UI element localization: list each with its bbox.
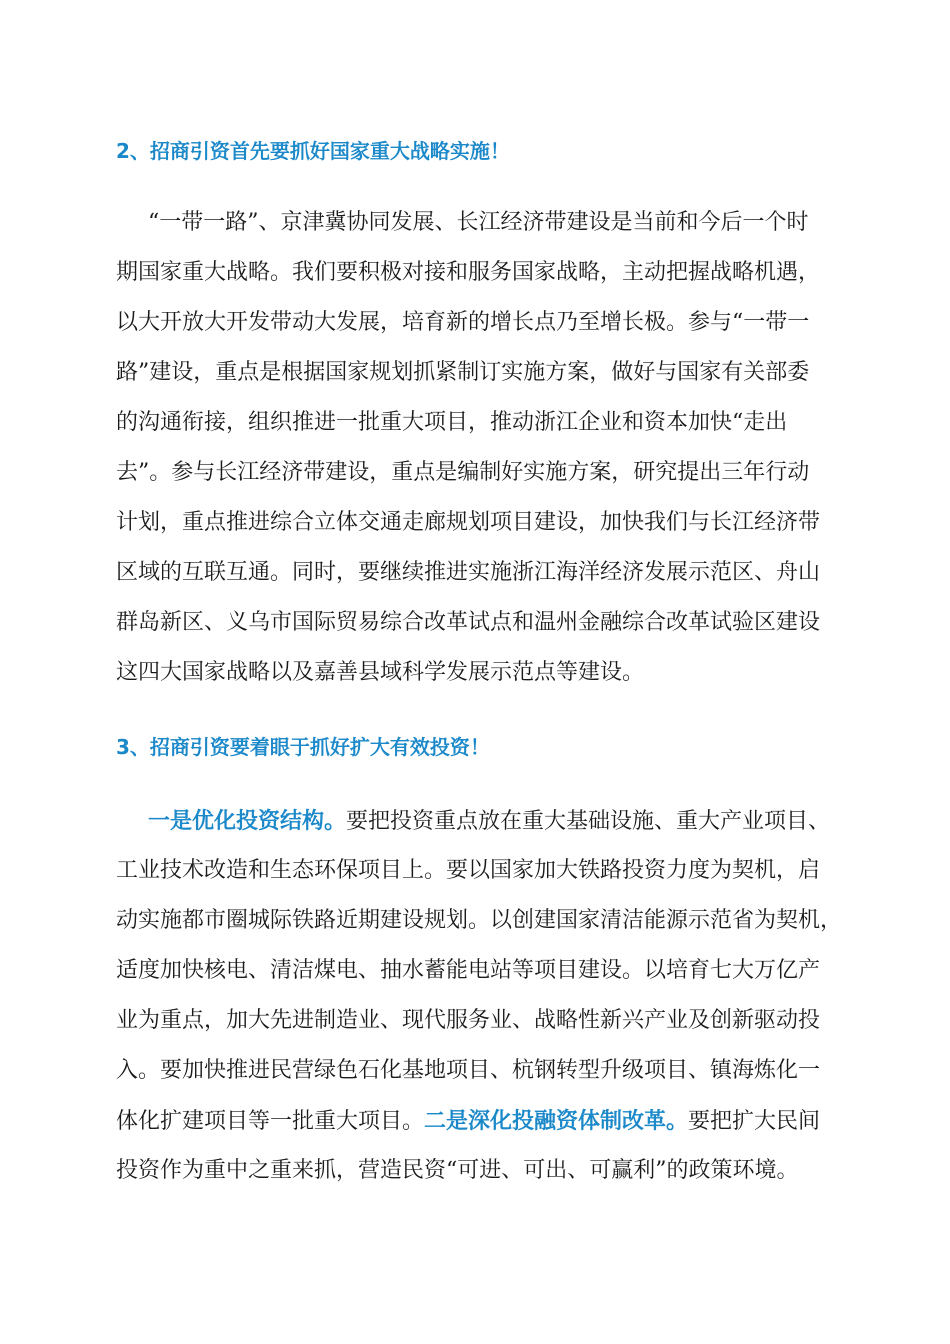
paragraph-line: 计划，重点推进综合立体交通走廊规划项目建设，加快我们与长江经济带 bbox=[116, 510, 821, 535]
highlight-deepen-reform: 二是深化投融资体制改革。 bbox=[424, 1108, 689, 1134]
paragraph-line: 这四大国家战略以及嘉善县域科学发展示范点等建设。 bbox=[116, 660, 645, 685]
paragraph-line: 路”建设，重点是根据国家规划抓紧制订实施方案，做好与国家有关部委 bbox=[116, 360, 810, 385]
paragraph-effective-investment bbox=[116, 796, 856, 1196]
paragraph-line: 投资作为重中之重来抓，营造民资“可进、可出、可赢利”的政策环境。 bbox=[116, 1158, 799, 1183]
paragraph-text: 要把投资重点放在重大基础设施、重大产业项目、 bbox=[346, 809, 831, 834]
paragraph-line bbox=[116, 796, 856, 846]
paragraph-text: 体化扩建项目等一批重大项目。 bbox=[116, 1109, 425, 1134]
paragraph-line: 去”。参与长江经济带建设，重点是编制好实施方案，研究提出三年行动 bbox=[116, 460, 810, 485]
paragraph-line: 群岛新区、义乌市国际贸易综合改革试点和温州金融综合改革试验区建设 bbox=[116, 610, 821, 635]
paragraph-line: 入。要加快推进民营绿色石化基地项目、杭钢转型升级项目、镇海炼化一 bbox=[116, 1058, 821, 1083]
highlight-optimize-structure: 一是优化投资结构。 bbox=[148, 808, 347, 834]
paragraph-line: 适度加快核电、清洁煤电、抽水蓄能电站等项目建设。以培育七大万亿产 bbox=[116, 958, 821, 983]
paragraph-line: 业为重点，加大先进制造业、现代服务业、战略性新兴产业及创新驱动投 bbox=[116, 1008, 821, 1033]
paragraph-line: 工业技术改造和生态环保项目上。要以国家加大铁路投资力度为契机，启 bbox=[116, 858, 821, 883]
paragraph-line: 动实施都市圈城际铁路近期建设规划。以创建国家清洁能源示范省为契机， bbox=[116, 908, 843, 933]
paragraph-text: 要把扩大民间 bbox=[688, 1109, 821, 1134]
paragraph-national-strategy bbox=[116, 198, 856, 698]
paragraph-line: 期国家重大战略。我们要积极对接和服务国家战略，主动把握战略机遇， bbox=[116, 260, 821, 285]
paragraph-line bbox=[116, 1096, 856, 1146]
paragraph-line: “一带一路”、京津冀协同发展、长江经济带建设是当前和今后一个时 bbox=[148, 210, 809, 235]
paragraph-line: 的沟通衔接，组织推进一批重大项目，推动浙江企业和资本加快“走出 bbox=[116, 410, 788, 435]
section-heading-2: 2、招商引资首先要抓好国家重大战略实施！ bbox=[116, 139, 510, 163]
paragraph-line: 区域的互联互通。同时，要继续推进实施浙江海洋经济发展示范区、舟山 bbox=[116, 560, 821, 585]
paragraph-line: 以大开放大开发带动大发展，培育新的增长点乃至增长极。参与“一带一 bbox=[116, 310, 810, 335]
section-heading-3: 3、招商引资要着眼于抓好扩大有效投资！ bbox=[116, 735, 490, 759]
